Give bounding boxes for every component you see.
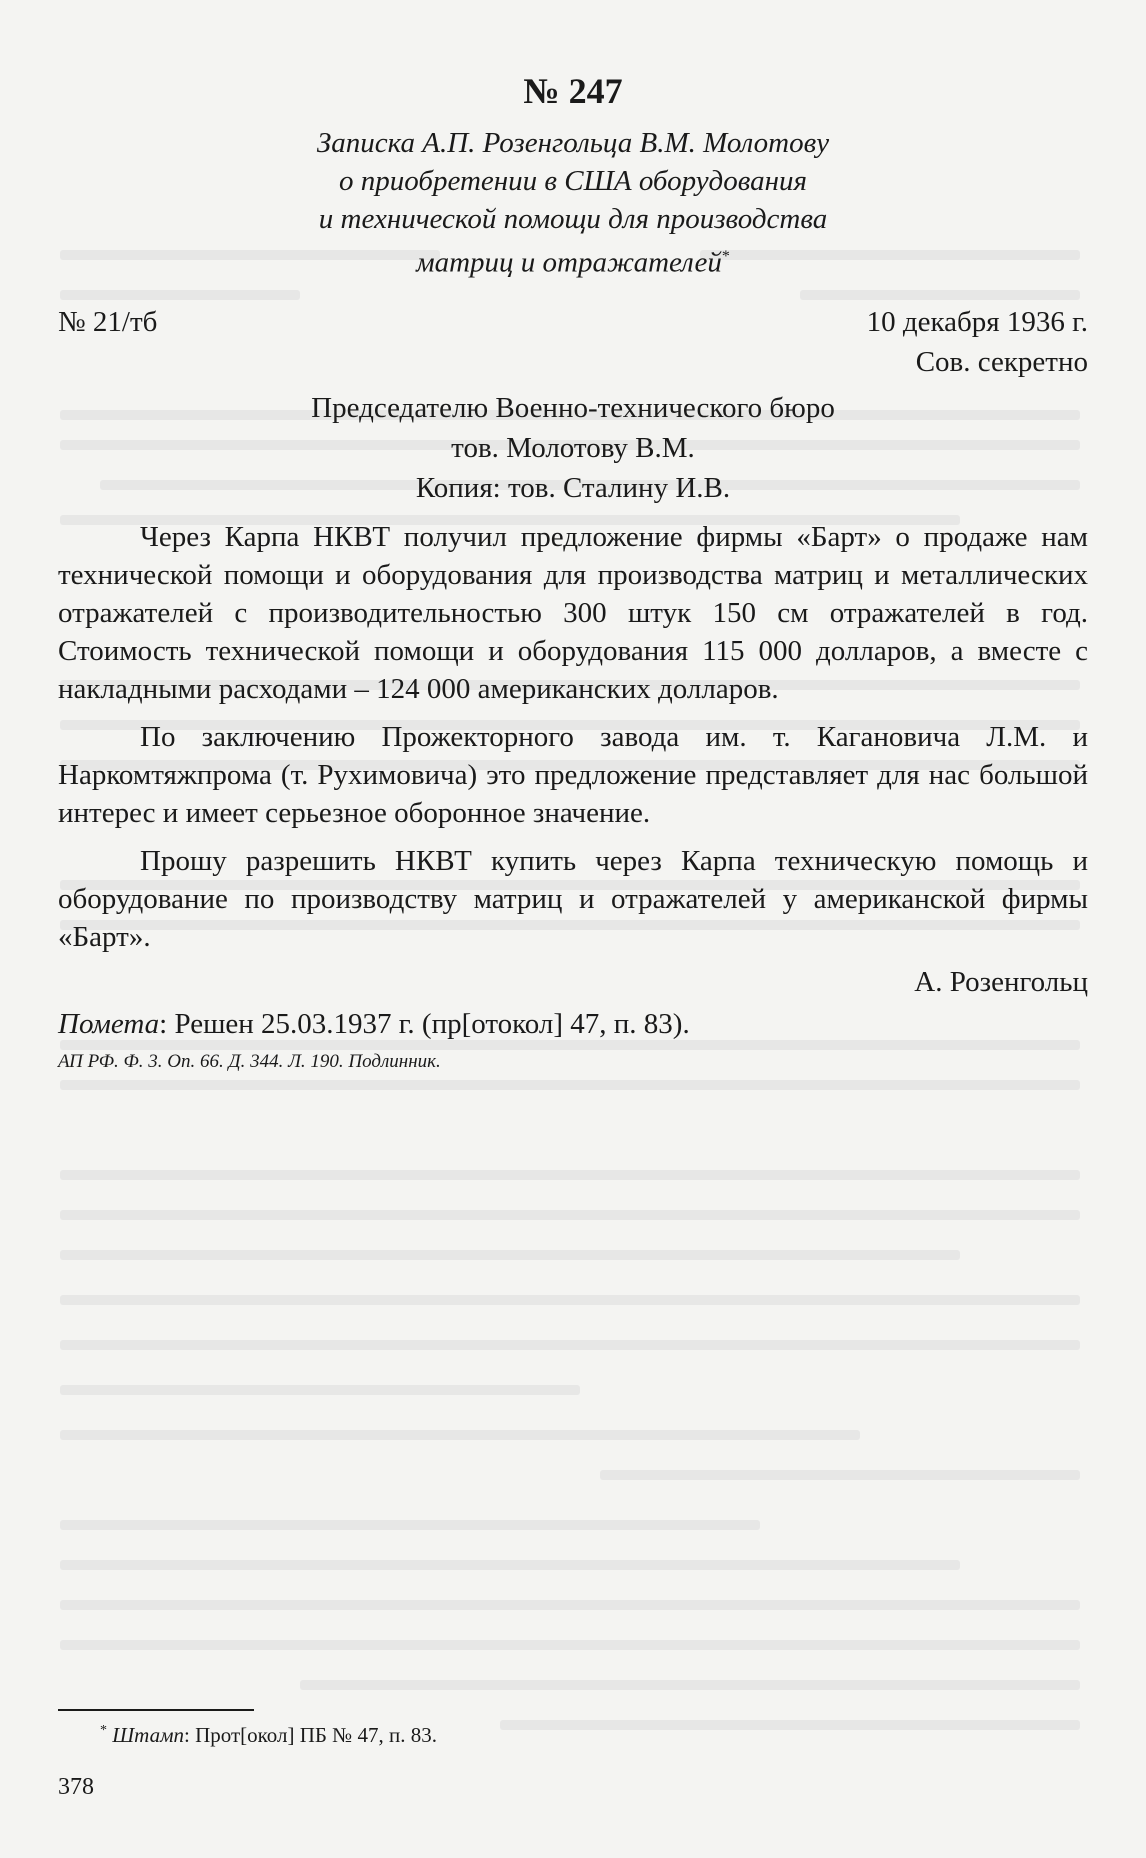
- footnote-label: Штамп: [112, 1723, 184, 1747]
- footnote-mark: *: [100, 1723, 107, 1738]
- annotation-label: Помета: [58, 1007, 160, 1040]
- annotation-note: [58, 1004, 1088, 1044]
- page-number: 378: [58, 1774, 94, 1800]
- reference-row: [58, 302, 1088, 342]
- addressee-block: [58, 388, 1088, 508]
- footnote: [100, 1716, 437, 1750]
- document-title: [58, 124, 1088, 282]
- document-date: 10 декабря 1936 г.: [866, 305, 1088, 338]
- body-paragraph-3: Прошу разрешить НКВТ купить через Карпа техническую помощь и оборудование по производству матриц и отражателей у американской фирмы «Барт».: [58, 844, 1088, 953]
- archive-reference: АП РФ. Ф. 3. Оп. 66. Д. 344. Л. 190. Подлинник.: [58, 1050, 441, 1072]
- footnote-text: : Прот[окол] ПБ № 47, п. 83.: [183, 1723, 437, 1747]
- body-paragraph-1: Через Карпа НКВТ получил предложение фирмы «Барт» о продаже нам технической помощи и оборудования для производства матриц и металлических отражателей с производительностью 300 штук 150 см отражателей в год. Стоимость технической помощи и оборудования 115 000 долларов, а вместе с накладными расходами – 124 000 американских долларов.: [58, 520, 1088, 705]
- title-line-3: и технической помощи для производства: [318, 203, 828, 235]
- title-line-4-text: матриц и отражателей: [416, 246, 722, 279]
- footnote-divider: [58, 1709, 254, 1711]
- classification-label: Сов. секретно: [915, 345, 1088, 378]
- reference-number: № 21/тб: [58, 305, 158, 338]
- annotation-text: : Решен 25.03.1937 г. (пр[отокол] 47, п. 83).: [159, 1007, 690, 1040]
- title-line-1: Записка А.П. Розенгольца В.М. Молотову: [316, 127, 830, 159]
- body-paragraph-2: По заключению Прожекторного завода им. т. Кагановича Л.М. и Наркомтяжпрома (т. Рухимовича) это предложение представляет для нас большой интерес и имеет серьезное оборонное значение.: [58, 720, 1088, 829]
- addressee-line-1: Председателю Военно-технического бюро: [311, 391, 835, 424]
- document-page: [58, 70, 1088, 1076]
- document-number: № 247: [523, 71, 623, 111]
- signature: А. Розенгольц: [914, 965, 1088, 998]
- addressee-line-3: Копия: тов. Сталину И.В.: [415, 471, 731, 504]
- title-line-2: о приобретении в США оборудования: [339, 165, 807, 197]
- title-line-4: [58, 238, 1088, 282]
- addressee-line-2: тов. Молотову В.М.: [451, 431, 695, 464]
- title-footnote-mark: *: [721, 248, 730, 265]
